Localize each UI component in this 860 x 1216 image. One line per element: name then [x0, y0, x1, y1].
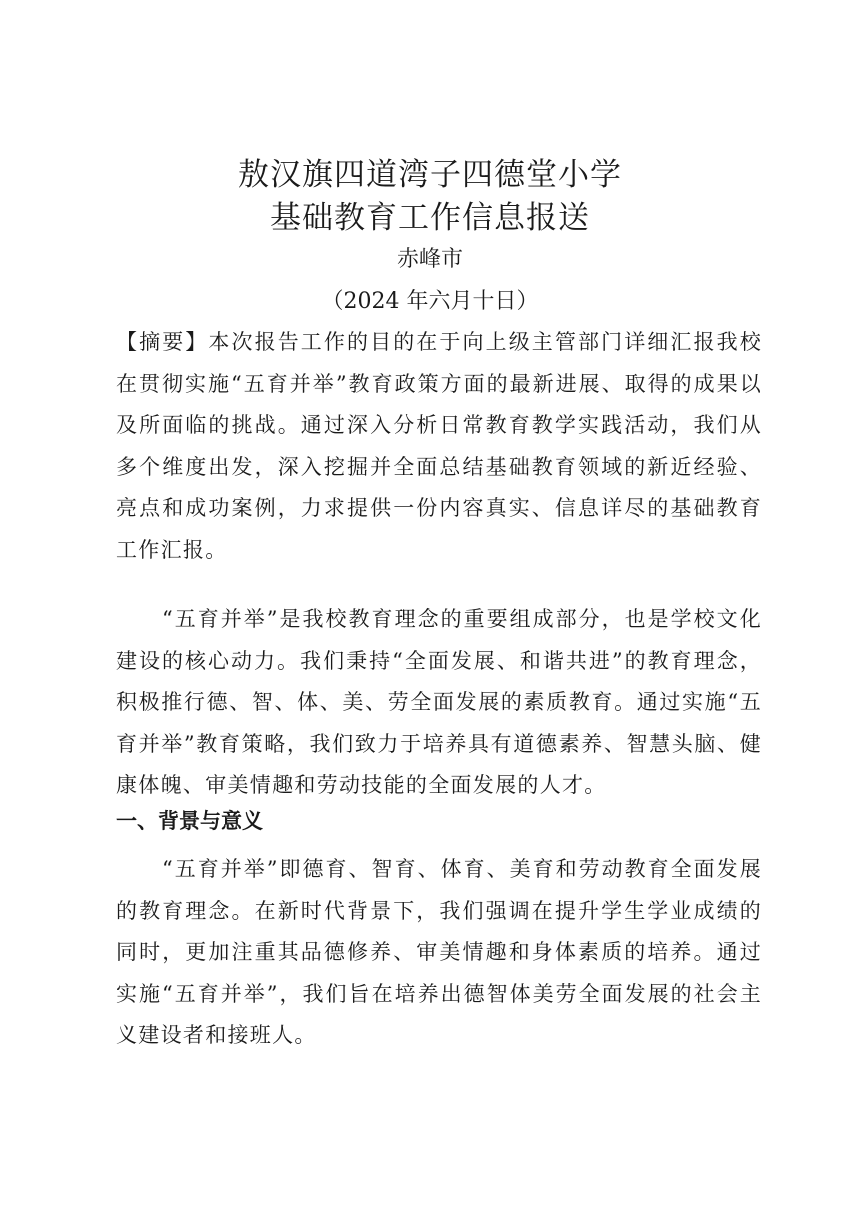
abstract-paragraph: 【摘要】本次报告工作的目的在于向上级主管部门详细汇报我校在贯彻实施“五育并举”教育政策方面的最新进展、取得的成果以及所面临的挑战。通过深入分析日常教育教学实践活动，我们从多个维度出发，深入挖掘并全面总结基础教育领域的新近经验、亮点和成功案例，力求提供一份内容真实、信息详尽的基础教育工作汇报。 [116, 330, 762, 562]
background-paragraph: “五育并举”即德育、智育、体育、美育和劳动教育全面发展的教育理念。在新时代背景下，我们强调在提升学生学业成绩的同时，更加注重其品德修养、审美情趣和身体素质的培养。通过实施“五育并举”，我们旨在培养出德智体美劳全面发展的社会主义建设者和接班人。 [116, 857, 762, 1047]
document-date: （2024 年六月十日） [321, 289, 539, 314]
document-title-line-2: 基础教育工作信息报送 [270, 200, 590, 236]
intro-paragraph: “五育并举”是我校教育理念的重要组成部分，也是学校文化建设的核心动力。我们秉持“全面发展、和谐共进”的教育理念，积极推行德、智、体、美、劳全面发展的素质教育。通过实施“五育并举”教育策略，我们致力于培养具有道德素养、智慧头脑、健康体魄、审美情趣和劳动技能的全面发展的人才。 [116, 607, 762, 797]
document-city: 赤峰市 [396, 247, 463, 272]
section-heading-background: 一、背景与意义 [116, 809, 263, 833]
document-title-line-1: 敖汉旗四道湾子四德堂小学 [238, 157, 622, 193]
